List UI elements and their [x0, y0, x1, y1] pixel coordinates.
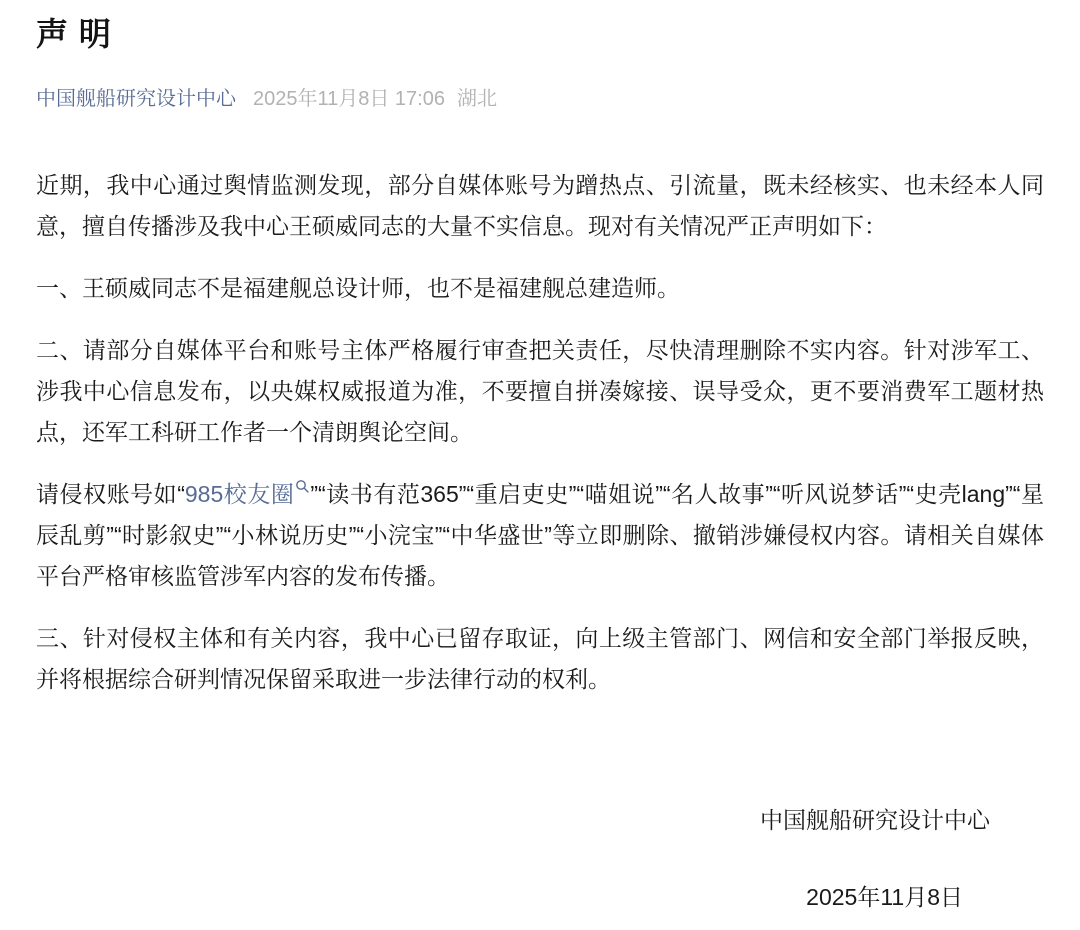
accounts-list-prefix: 请侵权账号如“ — [36, 481, 185, 507]
search-icon — [295, 479, 310, 494]
paragraph-accounts — [36, 474, 1044, 597]
account-link-985[interactable] — [185, 481, 311, 507]
publish-datetime: 2025年11月8日 17:06 — [253, 88, 445, 110]
paragraph-point-2: 二、请部分自媒体平台和账号主体严格履行审查把关责任，尽快清理删除不实内容。针对涉军工、涉我中心信息发布，以央媒权威报道为准，不要擅自拼凑嫁接、误导受众，更不要消费军工题材热点，还军工科研工作者一个清朗舆论空间。 — [36, 337, 1044, 445]
account-name-link[interactable]: 中国舰船研究设计中心 — [36, 88, 236, 110]
page-title: 声 明 — [36, 16, 112, 52]
statement-body — [36, 165, 1044, 700]
paragraph-intro: 近期，我中心通过舆情监测发现，部分自媒体账号为蹭热点、引流量，既未经核实、也未经本人同意，擅自传播涉及我中心王硕威同志的大量不实信息。现对有关情况严正声明如下： — [36, 172, 1044, 239]
account-link-text: 985校友圈 — [184, 481, 295, 507]
byline — [36, 85, 1044, 113]
publish-location: 湖北 — [456, 88, 497, 110]
signature-date: 2025年11月8日 — [806, 884, 963, 910]
accounts-list-suffix: ”“读书有范365”“重启吏史”“喵姐说”“名人故事”“听风说梦话”“史壳lang”“星辰乱剪”“时影叙史”“小林说历史”“小浣宝”“中华盛世”等立即删除、撤销涉嫌侵权内容。请相关自媒体平台严格审核监管涉军内容的发布传播。 — [36, 481, 1044, 589]
paragraph-point-1: 一、王硕威同志不是福建舰总设计师，也不是福建舰总建造师。 — [36, 275, 680, 301]
paragraph-point-3: 三、针对侵权主体和有关内容，我中心已留存取证，向上级主管部门、网信和安全部门举报反映，并将根据综合研判情况保留采取进一步法律行动的权利。 — [36, 625, 1044, 692]
signature-name: 中国舰船研究设计中心 — [760, 807, 990, 833]
